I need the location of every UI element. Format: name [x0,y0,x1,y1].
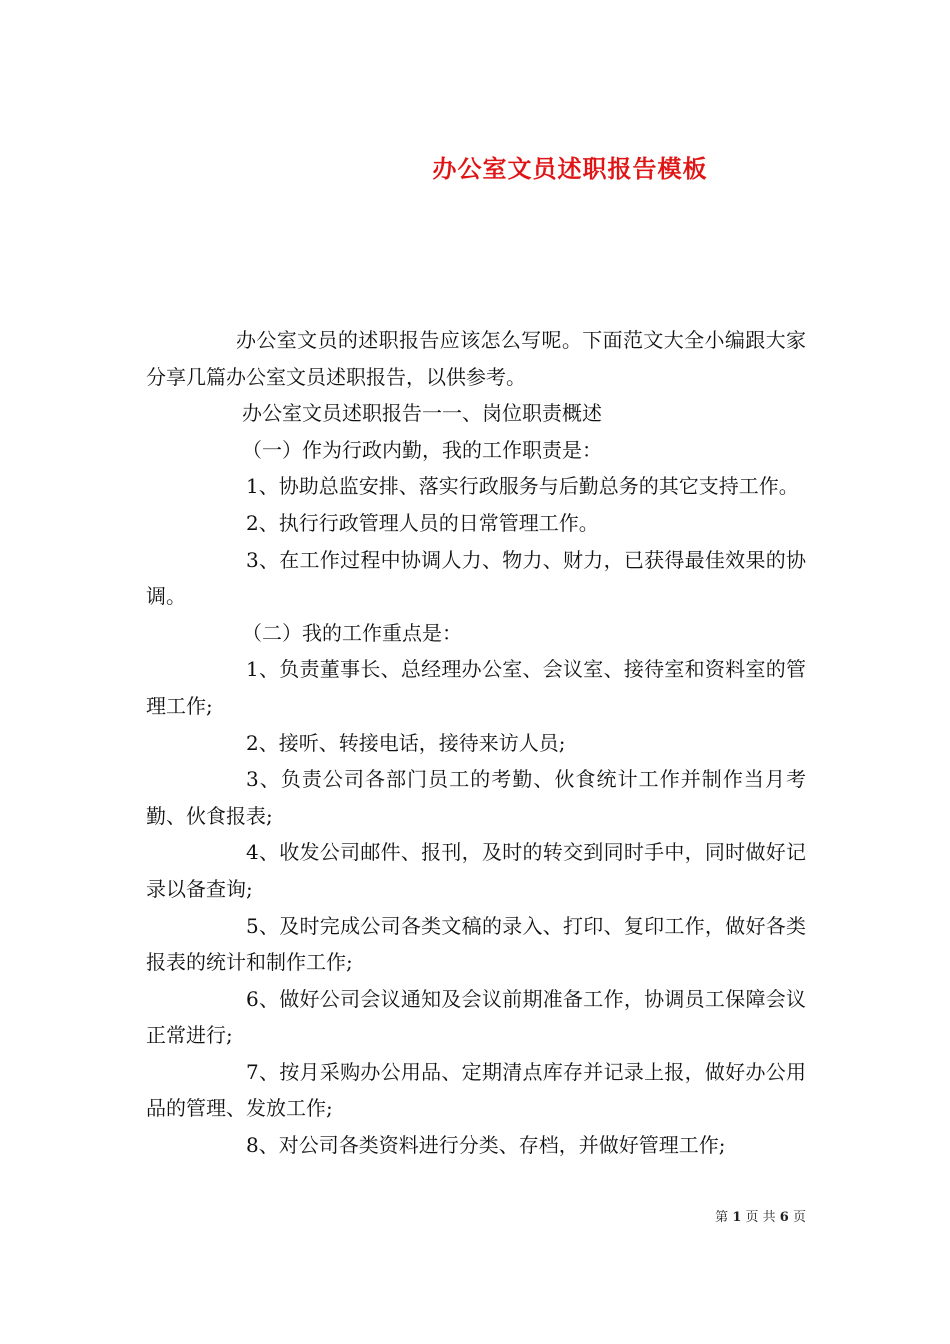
paragraph-focus-5: 5、及时完成公司各类文稿的录入、打印、复印工作，做好各类报表的统计和制作工作; [146,913,806,975]
paragraph-focus-7: 7、按月采购办公用品、定期清点库存并记录上报，做好办公用品的管理、发放工作; [146,1059,806,1121]
paragraph-intro: 办公室文员的述职报告应该怎么写呢。下面范文大全小编跟大家分享几篇办公室文员述职报告，以供参考。 [146,328,806,389]
document-title: 办公室文员述职报告模板 [432,154,708,184]
paragraph-duty-3: 3、在工作过程中协调人力、物力、财力，已获得最佳效果的协调。 [146,547,806,609]
paragraph-focus-2: 2、接听、转接电话，接待来访人员; [246,730,566,755]
paragraph-focus-3: 3、负责公司各部门员工的考勤、伙食统计工作并制作当月考勤、伙食报表; [146,767,806,828]
paragraph-duties-heading: （一）作为行政内勤，我的工作职责是： [242,437,602,462]
footer-middle: 页 共 [745,1210,776,1225]
footer-prefix: 第 [715,1210,729,1225]
paragraph-section-heading: 办公室文员述职报告一一、岗位职责概述 [242,401,602,426]
footer-suffix: 页 [792,1210,806,1225]
footer-total-pages: 6 [779,1210,789,1225]
paragraph-duty-2: 2、执行行政管理人员的日常管理工作。 [246,510,599,535]
document-body [146,322,806,1164]
paragraph-focus-1: 1、负责董事长、总经理办公室、会议室、接待室和资料室的管理工作; [146,657,806,718]
footer-current-page: 1 [732,1210,742,1225]
paragraph-focus-heading: （二）我的工作重点是： [242,620,462,645]
page-number-footer [715,1206,806,1225]
paragraph-focus-6: 6、做好公司会议通知及会议前期准备工作，协调员工保障会议正常进行; [146,986,806,1048]
paragraph-focus-4: 4、收发公司邮件、报刊，及时的转交到同时手中，同时做好记录以备查询; [146,840,806,901]
paragraph-focus-8: 8、对公司各类资料进行分类、存档，并做好管理工作; [246,1133,726,1158]
paragraph-duty-1: 1、协助总监安排、落实行政服务与后勤总务的其它支持工作。 [246,474,799,499]
